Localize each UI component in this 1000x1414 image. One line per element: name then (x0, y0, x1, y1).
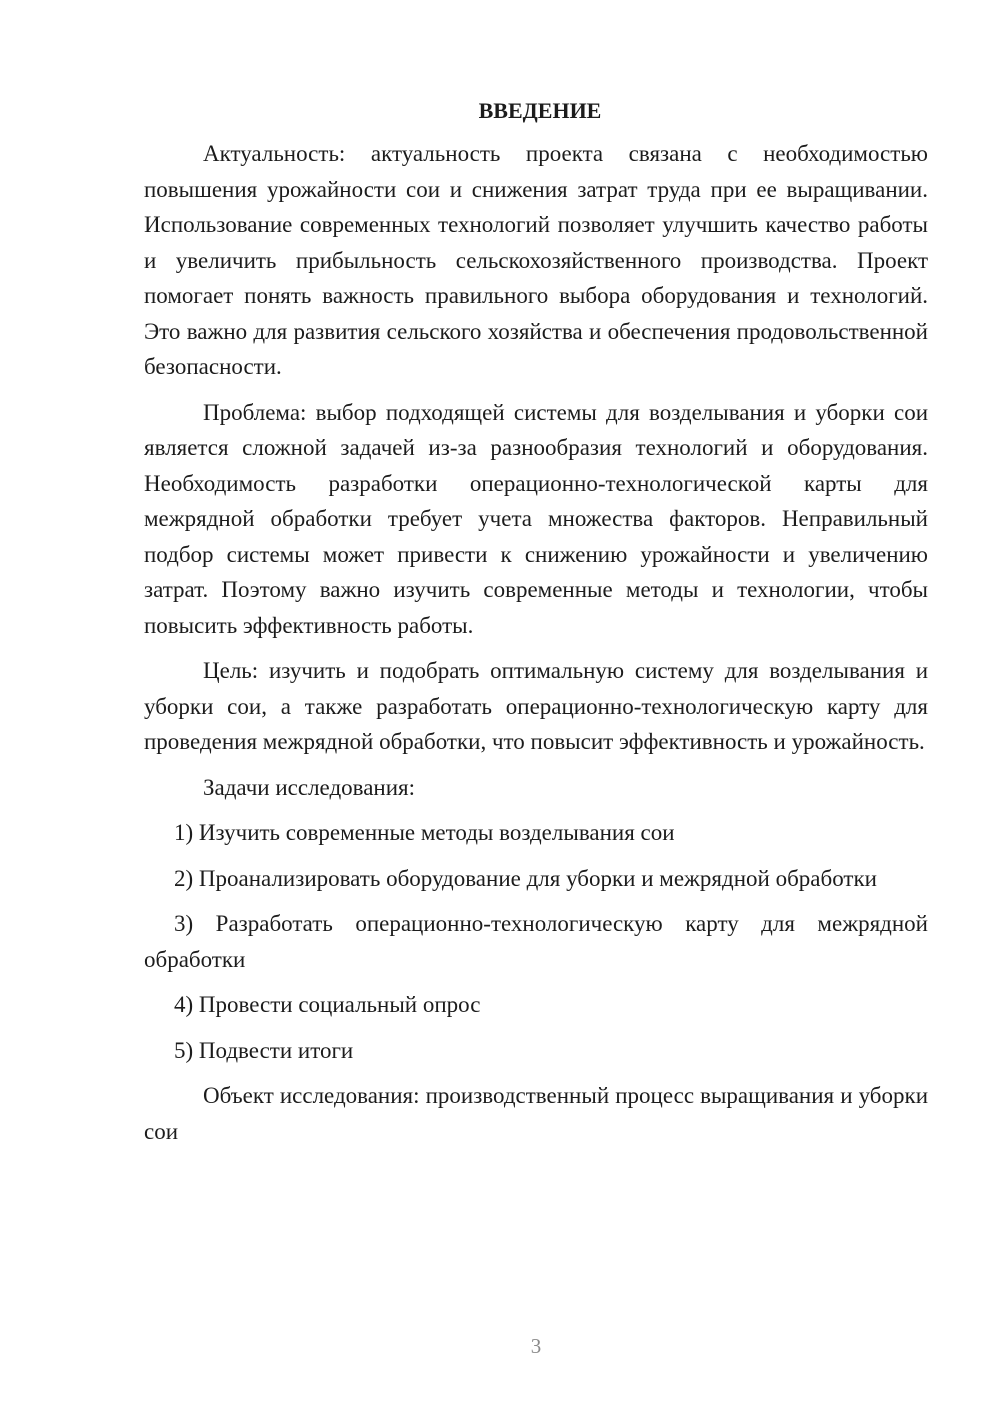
task-item-4: 4) Провести социальный опрос (174, 992, 481, 1017)
page-number: 3 (530, 1334, 542, 1358)
task-item-5: 5) Подвести итоги (174, 1037, 354, 1063)
task-item-1: 1) Изучить современные методы возделывания сои (174, 820, 675, 845)
task-item-2: 2) Проанализировать оборудование для уборки и межрядной обработки (174, 865, 877, 891)
document-page (144, 96, 928, 1159)
paragraph-relevance: Актуальность: актуальность проекта связана с необходимостью повышения урожайности сои и снижения затрат труда при ее выращивании. Использование современных технологий позволяет улучшить качество работы и увеличить прибыльность сельскохозяйственного производства. Проект помогает понять важность правильного выбора оборудования и технологий. Это важно для развития сельского хозяйства и обеспечения продовольственной безопасности. (144, 141, 928, 379)
paragraph-goal: Цель: изучить и подобрать оптимальную систему для возделывания и уборки сои, а также разработать операционно-технологическую карту для проведения межрядной обработки, что повысит эффективность и урожайность. (144, 658, 928, 754)
paragraph-problem: Проблема: выбор подходящей системы для возделывания и уборки сои является сложной задачей из-за разнообразия технологий и оборудования. Необходимость разработки операционно-технологической карты для межрядной обработки требует учета множества факторов. Неправильный подбор системы может привести к снижению урожайности и увеличению затрат. Поэтому важно изучить современные методы и технологии, чтобы повысить эффективность работы. (144, 399, 928, 638)
paragraph-object: Объект исследования: производственный процесс выращивания и уборки сои (144, 1083, 928, 1144)
section-heading: ВВЕДЕНИЕ (478, 98, 602, 123)
task-item-3: 3) Разработать операционно-технологическую карту для межрядной обработки (144, 911, 928, 972)
tasks-heading: Задачи исследования: (203, 774, 416, 800)
